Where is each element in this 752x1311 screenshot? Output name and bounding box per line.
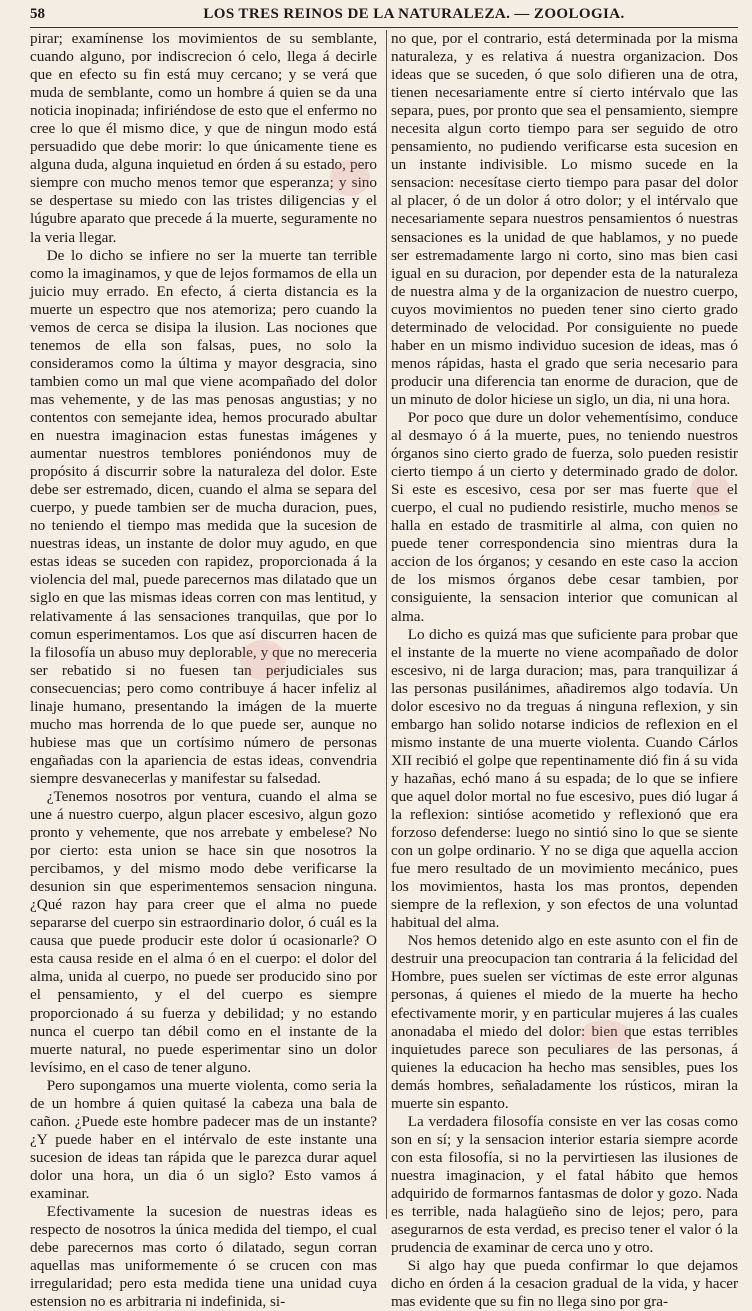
paragraph: ¿Tenemos nosotros por ventura, cuando el alma se une á nuestro cuerpo, algun placer escesivo, algun gozo pronto y vehemente, que nos arrebate y embelese? No por cierto: esta union se hace sin que nosotros la percibamos, y del mismo modo debe verificarse la desunion sin que esperimentemos sensacion ninguna. ¿Qué razon hay para creer que el alma no puede separarse del cuerpo sin estraordinario dolor, ó cuál es la causa que puede producir este dolor ú ocasionarle? O esta causa reside en el alma ó en el cuerpo: el dolor del alma, unida al cuerpo, no puede ser producido sino por el pensamiento, y el del cuerpo es siempre proporcionado á su fuerza y debilidad; y no estando nunca el cuerpo tan débil como en el instante de la muerte natural, no puede esperimentar sino un dolor levísimo, en el caso de tener alguno.	[30, 787, 377, 1076]
paragraph: Nos hemos detenido algo en este asunto con el fin de destruir una preocupacion tan contraria á la felicidad del Hombre, pues suelen ser víctimas de este error algunas personas, á quienes el miedo de la muerte ha hecho efectivamente morir, y en particular mujeres á las cuales anonadaba el miedo del dolor: bien que estas terribles inquietudes parece son peculiares de las personas, á quienes la educacion ha hecho mas sensibles, pues los demás hombres, señaladamente los rústicos, miran la muerte sin espanto.	[391, 932, 738, 1112]
right-column	[391, 30, 738, 1311]
left-column	[30, 30, 377, 1311]
header-rule	[30, 27, 738, 28]
paragraph: Por poco que dure un dolor vehementísimo, conduce al desmayo ó á la muerte, pues, no teniendo nuestros órganos sino cierto grado de fuerza, solo pueden resistir cierto tiempo á un cierto y determinado grado de dolor. Si este es escesivo, cesa por ser mas fuerte que el cuerpo, el cual no pudiendo resistirle, mucho menos se halla en estado de trasmitirle al alma, con quien no puede tener correspondencia sino mientras dura la accion de los órganos; y cesando en este caso la accion de los mismos órganos debe cesar tambien, por consiguiente, la sensacion interior que comunican al alma.	[391, 408, 738, 625]
paragraph: Si algo hay que pueda confirmar lo que dejamos dicho en órden á la cesacion gradual de la vida, y hacer mas evidente que su fin no llega sino por gra-	[391, 1257, 738, 1311]
paragraph: Efectivamente la sucesion de nuestras ideas es respecto de nosotros la única medida del tiempo, el cual debe parecernos mas corto ó dilatado, segun corran aquellas mas uniformemente ó se crucen con mas irregularidad; pero esta medida tiene una unidad cuya estension no es arbitraria ni indefinida, si-	[30, 1203, 377, 1311]
page-header	[30, 4, 738, 28]
paragraph: De lo dicho se infiere no ser la muerte tan terrible como la imaginamos, y que de lejos formamos de ella un juicio muy errado. En efecto, á cierta distancia es la muerte un espectro que nos atemoriza; pero cuando la vemos de cerca se disipa la ilusion. Las nociones que tenemos de ella son falsas, pues, no solo la consideramos como la última y mayor desgracia, sino tambien como un mal que viene acompañado del dolor mas vehemente, y de las mas penosas angustias; y no contentos con semejante idea, hemos procurado abultar en nuestra imaginacion estas funestas imágenes y aumentar nuestros temblores poniéndonos muy de propósito á discurrir sobre la naturaleza del dolor. Este debe ser estremado, dicen, cuando el alma se separa del cuerpo, y puede tambien ser de mucha duracion, pues, no teniendo el tiempo mas medida que la sucesion de nuestras ideas, un instante de dolor muy agudo, en que estas ideas se suceden con rapidez, proporcionada á la violencia del mal, puede parecernos mas dilatado que un siglo en que las mismas ideas corren con mas lentitud, y relativamente á las sensaciones tranquilas, que por lo comun esperimentamos. Los que así discurren hacen de la filosofía un abuso muy deplorable, y que no mereceria ser rebatido si no fuesen tan perjudiciales sus consecuencias; pero como contribuye á hacer infeliz al linaje humano, presentando la imágen de la muerte mucho mas horrenda de lo que puede ser, aunque no hubiese mas que un cortísimo número de personas engañadas con la apariencia de estas ideas, convendria siempre desvanecerlas y manifestar su falsedad.	[30, 246, 377, 787]
paragraph: Pero supongamos una muerte violenta, como seria la de un hombre á quien quitasé la cabeza una bala de cañon. ¿Puede este hombre padecer mas de un instante? ¿Y puede haber en el intérvalo de este instante una sucesion de ideas tan rápida que le parezca durar aquel dolor una hora, un dia ó un siglo? Esto vamos á examinar.	[30, 1076, 377, 1202]
text-columns	[30, 30, 738, 1311]
running-title: LOS TRES REINOS DE LA NATURALEZA. — ZOOLOGIA.	[203, 6, 625, 22]
page-number: 58	[30, 6, 45, 22]
paragraph: La verdadera filosofía consiste en ver las cosas como son en sí; y la sensacion interior estaria siempre acorde con esta filosofía, si no la pervirtiesen las ilusiones de nuestra imaginacion, y el fatal hábito que hemos adquirido de formarnos fantasmas de dolor y gozo. Nada es terrible, nada halagüeño sino de lejos; pero, para asegurarnos de esta verdad, es preciso tener el valor ó la prudencia de examinar de cerca uno y otro.	[391, 1112, 738, 1257]
paragraph: pirar; examínense los movimientos de su semblante, cuando alguno, por indiscrecion ó celo, llega á decirle que en efecto su fin está muy cercano; y se verá que muda de semblante, como un hombre á quien se da una noticia inopinada; infiriéndose de esto que el enfermo no cree lo que él mismo dice, y que de ningun modo está persuadido que debe morir: lo que únicamente tiene es alguna duda, alguna inquietud en órden á su estado, pero siempre con mucho menos temor que esperanza; y sino se despertase su miedo con las tristes diligencias y el lúgubre aparato que precede á la muerte, seguramente no la veria llegar.	[30, 30, 377, 246]
paragraph: no que, por el contrario, está determinada por la misma naturaleza, y es relativa á nuestra organizacion. Dos ideas que se suceden, ó que solo difieren una de otra, tienen necesariamente entre sí cierto intérvalo que las separa, pues, por pronto que sea el pensamiento, siempre necesita algun corto tiempo para ser seguido de otro pensamiento, no pudiendo verificarse esta sucesion en un instante indivisible. Lo mismo sucede en la sensacion: necesítase cierto tiempo para pasar del dolor al placer, ó de un dolor á otro dolor; y el intérvalo que necesariamente separa nuestros pensamientos ó nuestras sensaciones es la unidad de que hablamos, y no puede ser estremadamente largo ni corto, sino mas bien casi igual en su duracion, por depender esta de la naturaleza de nuestra alma y de la organizacion de nuestro cuerpo, cuyos movimientos no pueden tener sino cierto grado determinado de velocidad. Por consiguiente no puede haber en un mismo individuo sucesion de ideas, mas ó menos rápidas, hasta el grado que seria necesario para producir una diferencia tan enorme de duracion, que de un minuto de dolor hiciese un siglo, un dia, ni una hora.	[391, 30, 738, 408]
paragraph: Lo dicho es quizá mas que suficiente para probar que el instante de la muerte no viene acompañado de dolor escesivo, ni de larga duracion; mas, para tranquilizar á las personas pusilánimes, añadiremos algo todavía. Un dolor escesivo no da treguas á ninguna reflexion, y sin embargo han solido notarse indicios de reflexion en el mismo instante de una muerte violenta. Cuando Cárlos XII recibió el golpe que repentinamente dió fin á su vida y hazañas, echó mano á su espada; de lo que se infiere que aquel dolor mortal no fue escesivo, pues dió lugar á la reflexion: sintióse acometido y reflexionó que era forzoso defenderse: luego no sintió sino lo que se siente con un golpe ordinario. Y no se diga que aquella accion fue mero resultado de un movimiento mecánico, pues los movimientos, hasta los mas prontos, dependen siempre de la reflexion, y son efectos de una voluntad habitual del alma.	[391, 625, 738, 932]
